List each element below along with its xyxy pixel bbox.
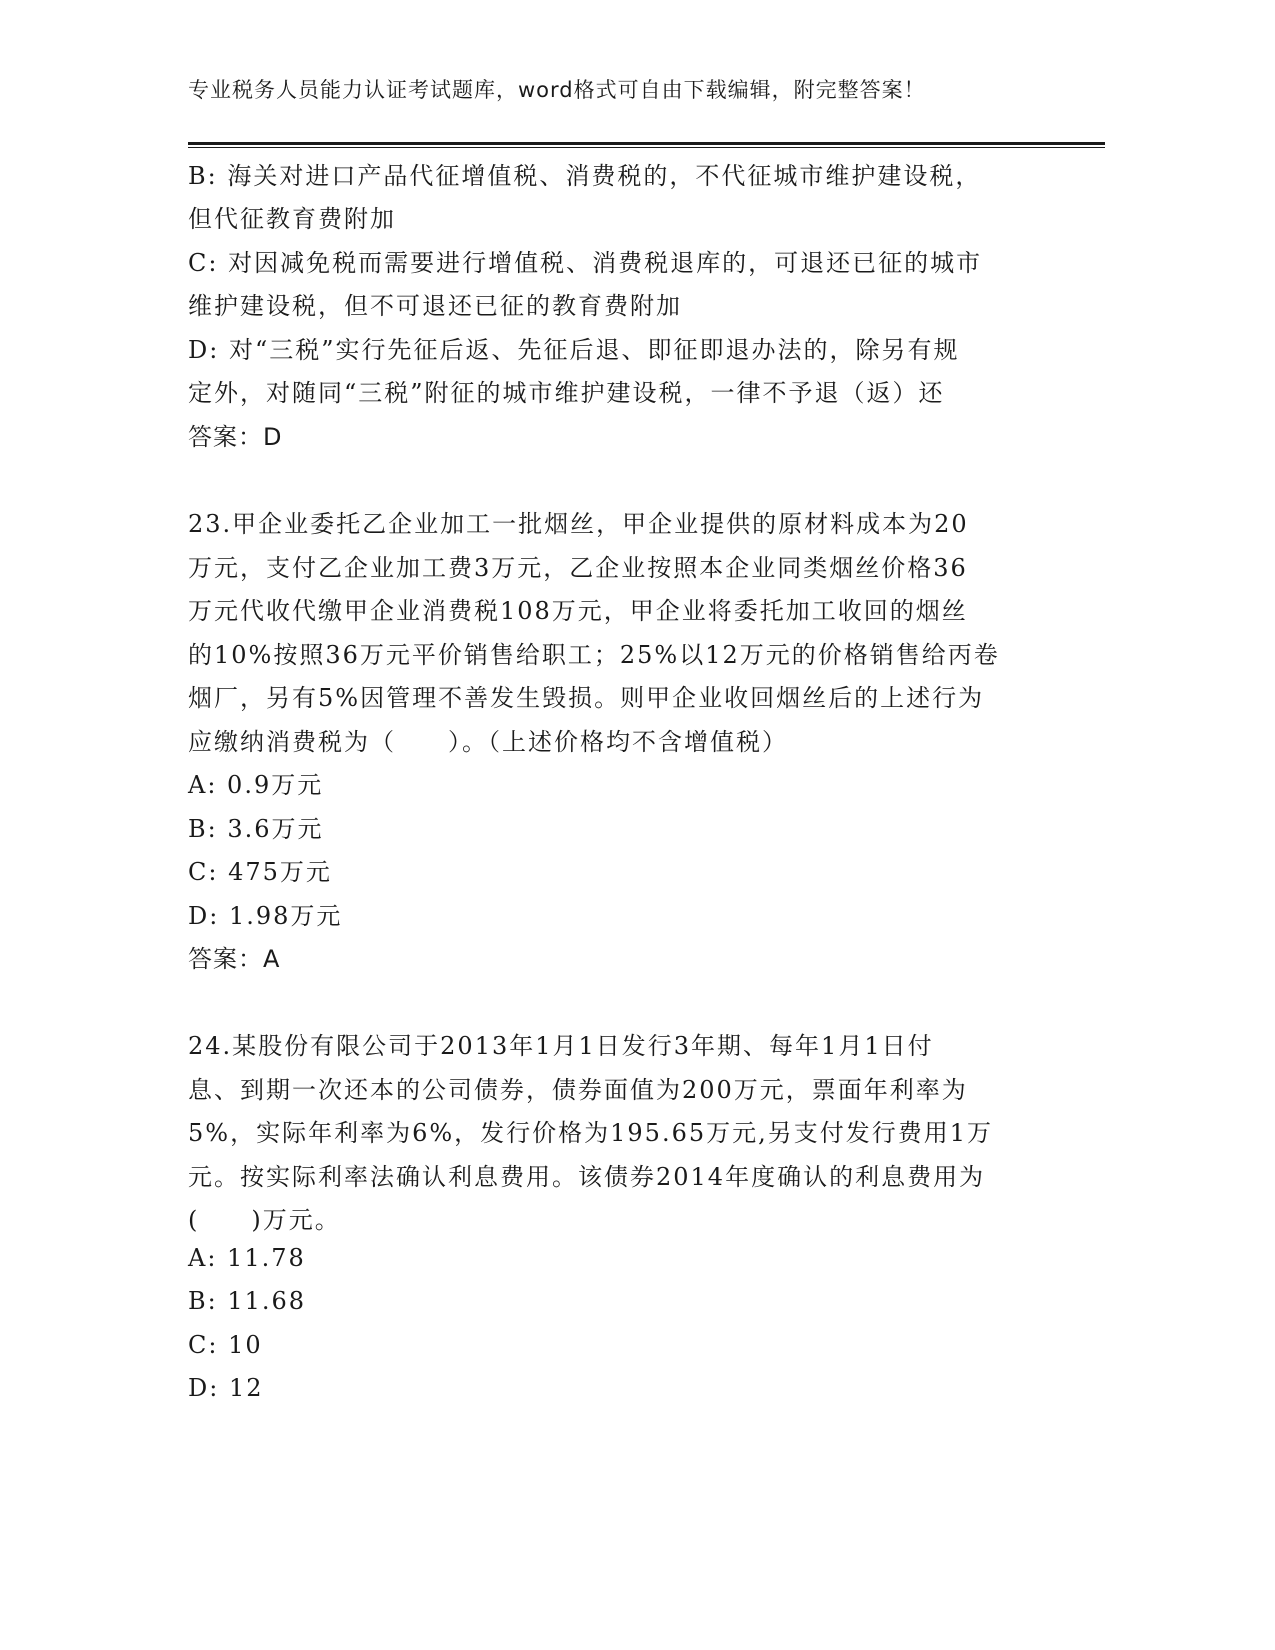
- page-header: 专业税务人员能力认证考试题库，word格式可自由下载编辑，附完整答案！: [188, 78, 926, 102]
- q22-option-d-line-2: 定外，对随同“三税”附征的城市维护建设税，一律不予退（返）还: [188, 379, 945, 407]
- q24-stem-line-3: 5%，实际年利率为6%，发行价格为195.65万元,另支付发行费用1万: [188, 1119, 994, 1147]
- q24-option-a: A: 11.78: [188, 1244, 306, 1272]
- header-divider-thin: [188, 147, 1105, 148]
- q24-stem-line-2: 息、到期一次还本的公司债券，债券面值为200万元，票面年利率为: [188, 1076, 968, 1104]
- q22-option-b-line-1: B: 海关对进口产品代征增值税、消费税的，不代征城市维护建设税，: [188, 162, 982, 190]
- q23-stem-line-5: 烟厂，另有5%因管理不善发生毁损。则甲企业收回烟丝后的上述行为: [188, 684, 985, 712]
- q22-option-d-line-1: D: 对“三税”实行先征后返、先征后退、即征即退办法的，除另有规: [188, 336, 960, 364]
- q23-option-b: B: 3.6万元: [188, 815, 324, 843]
- q23-answer: 答案：A: [188, 945, 281, 973]
- q23-option-a: A: 0.9万元: [188, 771, 324, 799]
- q23-stem-line-1: 23.甲企业委托乙企业加工一批烟丝，甲企业提供的原材料成本为20: [188, 510, 969, 538]
- q23-stem-line-4: 的10%按照36万元平价销售给职工；25%以12万元的价格销售给丙卷: [188, 641, 1000, 669]
- q23-stem-line-6: 应缴纳消费税为（ ）。（上述价格均不含增值税）: [188, 728, 788, 756]
- q23-stem-line-2: 万元，支付乙企业加工费3万元，乙企业按照本企业同类烟丝价格36: [188, 554, 968, 582]
- q22-option-c-line-2: 维护建设税，但不可退还已征的教育费附加: [188, 292, 682, 320]
- q24-stem-line-5: ( )万元。: [188, 1206, 341, 1234]
- q23-option-c: C: 475万元: [188, 858, 332, 886]
- q24-stem-line-4: 元。按实际利率法确认利息费用。该债券2014年度确认的利息费用为: [188, 1163, 986, 1191]
- q24-option-b: B: 11.68: [188, 1287, 307, 1315]
- q24-option-d: D: 12: [188, 1374, 264, 1402]
- q22-answer: 答案：D: [188, 423, 283, 451]
- q22-option-b-line-2: 但代征教育费附加: [188, 205, 396, 233]
- q24-stem-line-1: 24.某股份有限公司于2013年1月1日发行3年期、每年1月1日付: [188, 1032, 934, 1060]
- q23-option-d: D: 1.98万元: [188, 902, 343, 930]
- q24-option-c: C: 10: [188, 1331, 263, 1359]
- q22-option-c-line-1: C: 对因减免税而需要进行增值税、消费税退库的，可退还已征的城市: [188, 249, 983, 277]
- header-divider-thick: [188, 142, 1105, 145]
- q23-stem-line-3: 万元代收代缴甲企业消费税108万元，甲企业将委托加工收回的烟丝: [188, 597, 968, 625]
